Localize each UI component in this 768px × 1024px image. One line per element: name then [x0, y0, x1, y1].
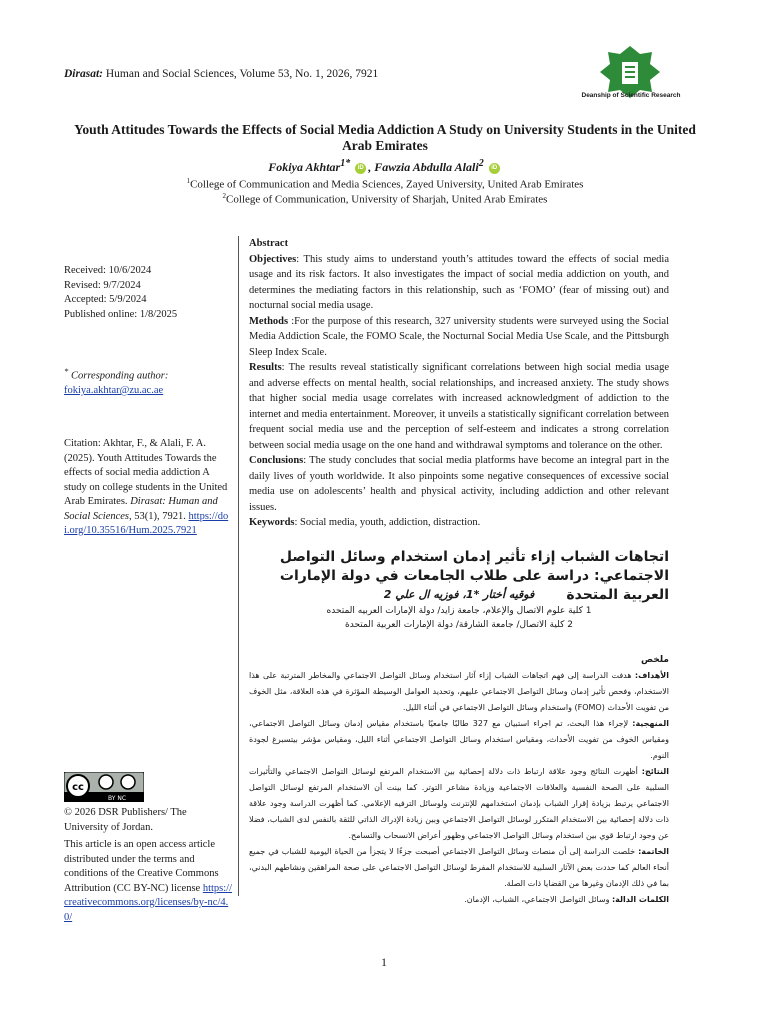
cc-label: BY NC [107, 795, 127, 802]
journal-details: Human and Social Sciences, Volume 53, No. 1, 2026, 7921 [102, 68, 379, 80]
author-2-sup: 2 [478, 158, 484, 169]
arabic-conclusions: الخاتمة: خلصت الدراسة إلى أن منصات وسائل التواصل الاجتماعي أصبحت جزءًا لا يتجزأ من الحياة اليومية للشباب في جميع أنحاء العالم كما حددت بعض الآثار السلبية للاستخدام المفرط لوسائل التواصل الاجتماعي على صحة المراهقين ونشاطهم البدني، بما في ذلك الإدمان وغيرها من القضايا ذات الصلة. [249, 847, 669, 888]
dates-block [64, 264, 232, 322]
arabic-abstract [249, 652, 669, 908]
abstract-results: Results: The results reveal statistically significant correlations between high social media usage and adverse effects on mental health, social relationships, and increased anxiety. The study shows that higher social media usage correlates with increased acknowledgment of addiction to the internet and media entertainment. Moreover, it unveils a statistically significant correlation between frequent social media use and the perception of self-esteem and indicates a strong correlation between social media usage on the one hand and withdrawal symptoms and tolerance on the other. [249, 362, 669, 451]
arabic-abstract-heading: ملخص [640, 655, 669, 665]
arabic-results: النتائج: أظهرت النتائج وجود علاقة ارتباط ذات دلالة إحصائية بين الاستخدام المرتفع لوسائل التواصل الاجتماعي والتأثيرات السلبية على الصحة النفسية والعلاقات الاجتماعية وزيادة مشاعر التوتر. كما بينت أن الاستخدام المرتفع لوسائل التواصل الاجتماعي يرتبط بزيادة إقرار الشباب بإدمان استخدامهم للإنترنت ولوسائل الترفيه الإعلامي. كما أظهرت الدراسة وجود علاقة ذات دلالة إحصائية بين الاستخدام المتكرر لوسائل التواصل الاجتماعي وبين زيادة الإدراك الذاتي للثقة بالنفس لدى الشباب، فضلا عن وجود ارتباط قوي بين استخدام وسائل التواصل الاجتماعي وظهور أعراض الانسحاب والتسامح. [249, 767, 669, 840]
arabic-objectives: الأهداف: هدفت الدراسة إلى فهم اتجاهات الشباب إزاء آثار استخدام وسائل التواصل الاجتماعي والمخاطر المترتبة على هذا الاستخدام، وفحص تأثير إدمان وسائل التواصل الاجتماعي عليهم، وتحديد العوامل الوسيطة المؤثرة في هذه العلاقة، مثل الخوف من تفويت الأحداث (FOMO) واستخدام وسائل التواصل الاجتماعي في أثناء الليل. [249, 671, 669, 712]
published-date: Published online: 1/8/2025 [64, 308, 178, 320]
affiliation-1-sup: 1 [186, 177, 191, 185]
arabic-title: اتجاهات الشباب إزاء تأثير إدمان استخدام وسائل التواصل الاجتماعي: دراسة على طلاب الجامعات في دولة الإمارات العربية المتحدة [279, 549, 669, 603]
citation-text: Citation: Akhtar, F., & Alali, F. A. (2025). Youth Attitudes Towards the effects of social media addiction A study on college students in the United Arab Emirates. [64, 438, 228, 507]
cc-license-badge[interactable] [64, 772, 144, 802]
arabic-affiliation-2: 2 كلية الاتصال/ جامعة الشارقة/ دولة الإمارات العربية المتحدة [345, 620, 573, 630]
cc-by-nc-icon [64, 772, 144, 802]
svg-text:cc: cc [72, 782, 84, 793]
citation-volume: , 53(1), 7921. [129, 510, 186, 522]
doi-link[interactable]: https://doi.org/10.35516/Hum.2025.7921 [64, 510, 229, 536]
orcid-icon[interactable]: iD [489, 163, 500, 174]
abstract-objectives: Objectives: This study aims to understand youth’s attitudes toward the effects of social media usage and its risk factors. It also investigates the impact of social media addiction on youth, and determines the mediating factors in this relationship, such as ‘FOMO’ (fear of missing out) and nocturnal social media usage. [249, 253, 669, 311]
journal-name: Dirasat: [64, 68, 103, 80]
license-block [64, 838, 232, 925]
received-date: Received: 10/6/2024 [64, 265, 152, 276]
license-link[interactable]: https://creativecommons.org/licenses/by-nc/4.0/ [64, 882, 233, 923]
abstract-heading: Abstract [249, 238, 289, 249]
arabic-authors: فوقيه أختار *1، فوزيه ال علي 2 [383, 588, 535, 601]
arabic-affiliation-1: 1 كلية علوم الاتصال والإعلام، جامعة زايد/ دولة الإمارات العربيه المتحده [326, 606, 592, 616]
citation-journal: Dirasat: Human and Social Sciences [64, 496, 218, 522]
abstract-keywords: Keywords: Social media, youth, addiction, distraction. [249, 517, 481, 528]
abstract-methods: Methods :For the purpose of this research, 327 university students were surveyed using the Social Media Addiction Scale, the FOMO Scale, the Nocturnal Social Media Use Scale, and the Pittsburgh Sleep Index Scale. [249, 315, 669, 358]
corresponding-label: * Corresponding author: [64, 366, 169, 382]
author-1-name: Fokiya Akhtar [268, 160, 341, 174]
corresponding-email-link[interactable]: fokiya.akhtar@zu.ac.ae [64, 385, 164, 396]
paper-title: Youth Attitudes Towards the Effects of Social Media Addiction A Study on University Students in the United Arab Emirates [74, 122, 696, 153]
arabic-keywords: الكلمات الدالة: وسائل التواصل الاجتماعي، الشباب، الإدمان. [464, 895, 669, 904]
journal-header [64, 68, 378, 80]
affiliation-1-text: College of Communication and Media Sciences, Zayed University, United Arab Emirates [190, 178, 584, 191]
english-abstract [249, 236, 669, 531]
copyright-text: © 2026 DSR Publishers/ The University of Jordan. [64, 807, 187, 833]
affiliation-1 [70, 177, 700, 191]
license-text: This article is an open access article distributed under the terms and conditions of the Creative Commons Attribution (CC BY-NC) license [64, 839, 219, 894]
orcid-icon[interactable]: iD [355, 163, 366, 174]
author-list: Fokiya Akhtar$^{1*}$ iD , Fawzia Abdulla Alali$^2$ iD [70, 158, 700, 175]
column-divider [238, 236, 239, 896]
author-2-name: Fawzia Abdulla Alali [374, 160, 479, 174]
page-number: 1 [381, 955, 387, 969]
corresponding-block [64, 364, 232, 399]
abstract-conclusions: Conclusions: The study concludes that social media platforms have become an integral part in the daily lives of youth worldwide. It also pinpoints some negative consequences of excessive social media use on adolescents’ health and physical activity, including addiction and other relevant issues. [249, 455, 669, 513]
accepted-date: Accepted: 5/9/2024 [64, 294, 147, 305]
affiliation-2-sup: 2 [222, 192, 227, 200]
arabic-methods: المنهجية: لإجراء هذا البحث، تم اجراء استبيان مع 327 طالبًا جامعيًا باستخدام مقياس إدمان وسائل التواصل الاجتماعي، ومقياس الخوف من تفويت الأحداث، ومقياس استخدام وسائل التواصل الاجتماعي أثناء الليل، ومقياس مؤشر بيتسبرغ لجودة النوم. [249, 719, 669, 760]
affiliation-2-text: College of Communication, University of Sharjah, United Arab Emirates [226, 193, 548, 206]
revised-date: Revised: 9/7/2024 [64, 279, 141, 291]
citation-block [64, 437, 232, 539]
affiliation-2 [70, 192, 700, 206]
author-1-sup: 1* [340, 158, 351, 169]
logo-caption: Deanship of Scientific Research [581, 92, 681, 99]
